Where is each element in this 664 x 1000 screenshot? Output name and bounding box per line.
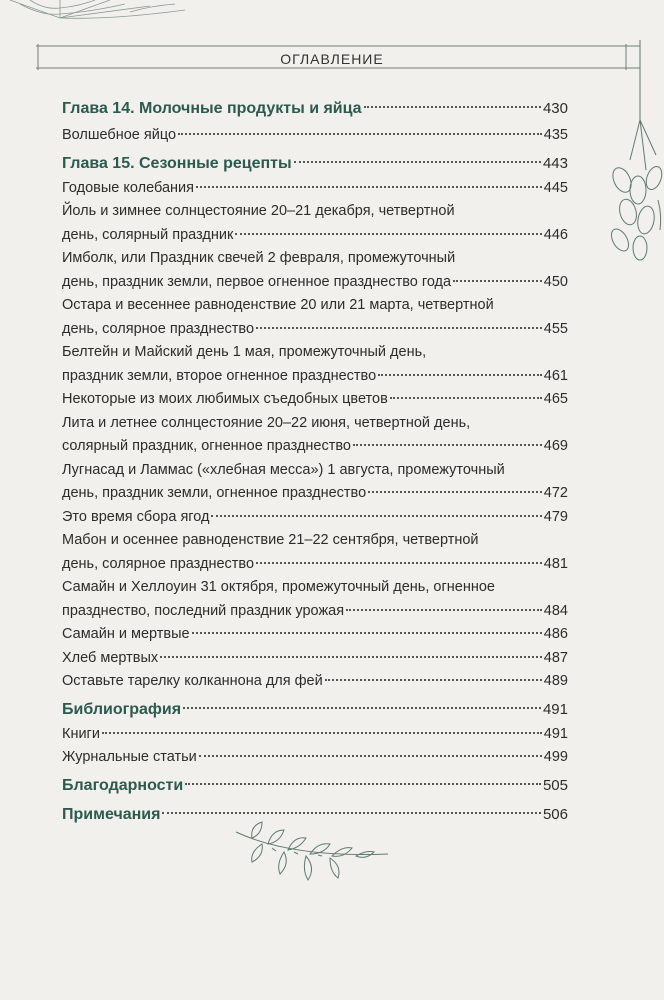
toc-item[interactable]: Самайн и мертвые 486 (62, 623, 568, 647)
leaf-sprig-illustration (232, 818, 392, 890)
page-number: 499 (543, 749, 568, 765)
dot-leader (364, 106, 541, 108)
page-number: 455 (543, 320, 568, 337)
toc-chapter[interactable]: Благодарности 505 (62, 772, 568, 799)
dot-leader (353, 444, 542, 446)
dot-leader (162, 812, 541, 814)
page-number: 489 (543, 673, 568, 689)
toc-item[interactable]: Мабон и осеннее равноденствие 21–22 сентября, четвертной день, солярное празднество 481 (62, 529, 568, 576)
dot-leader (211, 515, 541, 517)
dot-leader (390, 397, 542, 399)
page-number: 484 (543, 602, 568, 619)
page-number: 446 (543, 226, 568, 243)
toc-chapter[interactable]: Примечания 506 (62, 801, 568, 828)
dot-leader (192, 632, 542, 634)
toc-item[interactable]: Остара и весеннее равноденствие 20 или 21 марта, четвертной день, солярное празднество 455 (62, 294, 568, 341)
dot-leader (196, 186, 542, 188)
toc-item[interactable]: Оставьте тарелку колканнона для фей 489 (62, 670, 568, 694)
dot-leader (453, 280, 542, 282)
page-number: 435 (543, 127, 568, 143)
toc-item[interactable]: Лита и летнее солнцестояние 20–22 июня, четвертной день, солярный праздник, огненное празднество 469 (62, 412, 568, 459)
page-number: 506 (542, 805, 568, 823)
page-number: 465 (543, 391, 568, 407)
toc-item[interactable]: Книги 491 (62, 723, 568, 747)
dot-leader (368, 491, 542, 493)
table-of-contents (62, 95, 568, 828)
toc-item[interactable]: Это время сбора ягод 479 (62, 506, 568, 530)
page-number: 461 (543, 367, 568, 384)
dot-leader (256, 327, 542, 329)
page-number: 487 (543, 649, 568, 666)
toc-chapter[interactable]: Глава 15. Сезонные рецепты 443 (62, 150, 568, 177)
toc-item[interactable]: Некоторые из моих любимых съедобных цветов 465 (62, 388, 568, 412)
page-number: 430 (542, 100, 568, 117)
toc-item[interactable]: Йоль и зимнее солнцестояние 20–21 декабря, четвертной день, солярный праздник 446 (62, 200, 568, 247)
toc-item[interactable]: Самайн и Хеллоуин 31 октября, промежуточный день, огненное празднество, последний праздник урожая 484 (62, 576, 568, 623)
toc-item[interactable]: Хлеб мертвых 487 (62, 647, 568, 671)
toc-item[interactable]: Годовые колебания 445 (62, 177, 568, 201)
page-title: ОГЛАВЛЕНИЕ (280, 51, 384, 67)
dot-leader (294, 161, 541, 163)
dot-leader (325, 679, 542, 681)
dot-leader (256, 562, 542, 564)
page-number: 443 (542, 154, 568, 172)
page-number: 491 (543, 725, 568, 742)
page-number: 486 (543, 626, 568, 642)
dot-leader (346, 609, 542, 611)
dot-leader (185, 783, 541, 785)
page-number: 445 (543, 179, 568, 196)
toc-item[interactable]: Журнальные статьи 499 (62, 746, 568, 770)
page-number: 472 (543, 485, 568, 501)
toc-item[interactable]: Белтейн и Майский день 1 мая, промежуточный день, праздник земли, второе огненное празднество 461 (62, 341, 568, 388)
dot-leader (183, 707, 541, 709)
page-number: 481 (543, 555, 568, 572)
toc-item[interactable]: Имболк, или Праздник свечей 2 февраля, промежуточный день, праздник земли, первое огненное празднество года 450 (62, 247, 568, 294)
toc-chapter[interactable]: Библиография 491 (62, 696, 568, 723)
herb-bundle-illustration (600, 40, 664, 270)
dot-leader (235, 233, 542, 235)
dot-leader (199, 755, 542, 757)
toc-item[interactable]: Волшебное яйцо 435 (62, 124, 568, 148)
page-number: 450 (543, 273, 568, 290)
toc-item[interactable]: Лугнасад и Ламмас («хлебная месса») 1 августа, промежуточный день, праздник земли, огненное празднество 472 (62, 459, 568, 506)
dot-leader (378, 374, 542, 376)
page-number: 491 (542, 700, 568, 718)
dot-leader (160, 656, 542, 658)
toc-chapter[interactable]: Глава 14. Молочные продукты и яйца 430 (62, 95, 568, 122)
spiderweb-illustration (0, 0, 190, 40)
page-number: 505 (542, 776, 568, 794)
page-number: 479 (543, 508, 568, 525)
dot-leader (178, 133, 542, 135)
page-number: 469 (543, 438, 568, 454)
dot-leader (102, 732, 542, 734)
